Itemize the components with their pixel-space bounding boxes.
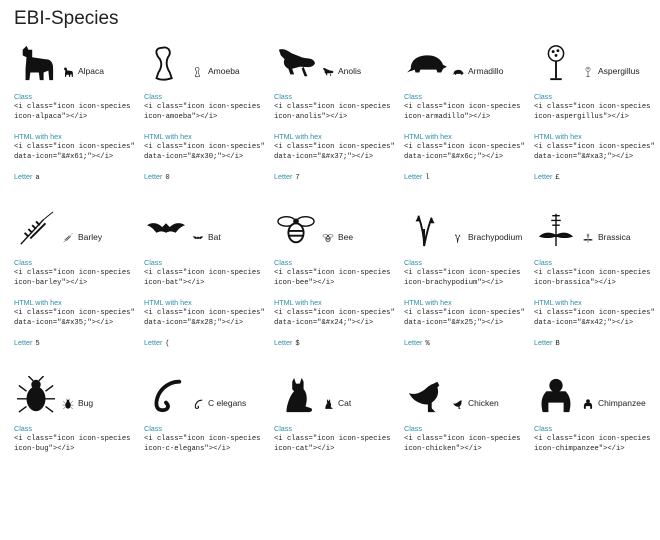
letter-row <box>534 338 560 348</box>
letter-value: 0 <box>165 174 170 182</box>
class-heading: Class <box>274 92 292 101</box>
class-heading: Class <box>274 258 292 267</box>
species-name: Amoeba <box>208 66 240 76</box>
class-code: <i class="icon icon-species icon-chimpanzee"></i> <box>534 435 651 453</box>
class-heading: Class <box>404 258 422 267</box>
letter-row <box>144 338 170 348</box>
amoeba-glyph-icon <box>192 66 204 78</box>
letter-heading: Letter <box>534 172 553 181</box>
letter-value: a <box>35 174 40 182</box>
class-heading: Class <box>144 424 162 433</box>
species-card-brachypodium <box>404 208 534 374</box>
species-name: Chimpanzee <box>598 398 646 408</box>
species-card-brassica <box>534 208 660 374</box>
class-code: <i class="icon icon-species icon-amoeba"></i> <box>144 103 261 121</box>
species-name: Cat <box>338 398 352 408</box>
species-card-aspergillus <box>534 42 660 208</box>
brachypodium-glyph-icon <box>452 232 464 244</box>
class-code: <i class="icon icon-species icon-alpaca"></i> <box>14 103 131 121</box>
hex-heading: HTML with hex <box>144 298 192 307</box>
class-heading: Class <box>534 92 552 101</box>
class-code: <i class="icon icon-species icon-armadillo"></i> <box>404 103 521 121</box>
class-heading: Class <box>534 258 552 267</box>
hex-heading: HTML with hex <box>404 132 452 141</box>
class-code: <i class="icon icon-species icon-cat"></i> <box>274 435 391 453</box>
armadillo-glyph-icon <box>452 66 464 78</box>
class-heading: Class <box>14 92 32 101</box>
species-card-alpaca <box>14 42 144 208</box>
brassica-glyph-icon <box>582 232 594 244</box>
bug-icon <box>14 376 58 414</box>
bee-glyph-icon <box>322 232 334 244</box>
alpaca-glyph-icon <box>62 66 74 78</box>
hex-code: <i class="icon icon-species" data-icon="&#x28;"></i> <box>144 309 265 327</box>
class-code: <i class="icon icon-species icon-brachypodium"></i> <box>404 269 521 287</box>
hex-code: <i class="icon icon-species" data-icon="&#x24;"></i> <box>274 309 395 327</box>
brachypodium-icon <box>404 210 448 248</box>
class-code: <i class="icon icon-species icon-chicken"></i> <box>404 435 521 453</box>
anolis-glyph-icon <box>322 66 334 78</box>
armadillo-icon <box>404 44 448 82</box>
species-name: Alpaca <box>78 66 104 76</box>
species-name: Chicken <box>468 398 499 408</box>
hex-heading: HTML with hex <box>534 132 582 141</box>
hex-heading: HTML with hex <box>404 298 452 307</box>
species-card-chicken <box>404 374 534 540</box>
letter-heading: Letter <box>14 172 33 181</box>
species-name: Bat <box>208 232 221 242</box>
hex-code: <i class="icon icon-species" data-icon="&#x42;"></i> <box>534 309 655 327</box>
hex-heading: HTML with hex <box>274 132 322 141</box>
letter-heading: Letter <box>274 172 293 181</box>
hex-heading: HTML with hex <box>14 132 62 141</box>
bee-icon <box>274 210 318 248</box>
letter-row <box>404 172 430 182</box>
letter-value: $ <box>295 340 300 348</box>
letter-row <box>274 338 300 348</box>
chicken-glyph-icon <box>452 398 464 410</box>
amoeba-icon <box>144 44 188 82</box>
species-card-barley <box>14 208 144 374</box>
letter-heading: Letter <box>144 338 163 347</box>
species-name: Barley <box>78 232 103 242</box>
class-code: <i class="icon icon-species icon-brassica"></i> <box>534 269 651 287</box>
letter-value: % <box>425 340 430 348</box>
anolis-icon <box>274 44 318 82</box>
species-card-armadillo <box>404 42 534 208</box>
species-grid <box>14 42 660 540</box>
class-heading: Class <box>144 92 162 101</box>
hex-heading: HTML with hex <box>274 298 322 307</box>
letter-row <box>404 338 430 348</box>
c-elegans-glyph-icon <box>192 398 204 410</box>
species-card-anolis <box>274 42 404 208</box>
page-title: EBI-Species <box>14 8 119 29</box>
alpaca-icon <box>14 44 58 82</box>
class-heading: Class <box>14 424 32 433</box>
class-code: <i class="icon icon-species icon-bat"></i> <box>144 269 261 287</box>
species-name: Aspergillus <box>598 66 640 76</box>
chimpanzee-icon <box>534 376 578 414</box>
species-name: Brassica <box>598 232 631 242</box>
hex-code: <i class="icon icon-species" data-icon="&#x35;"></i> <box>14 309 135 327</box>
letter-value: ( <box>165 340 170 348</box>
hex-code: <i class="icon icon-species" data-icon="&#x25;"></i> <box>404 309 525 327</box>
hex-code: <i class="icon icon-species" data-icon="&#xa3;"></i> <box>534 143 655 161</box>
class-code: <i class="icon icon-species icon-aspergillus"></i> <box>534 103 651 121</box>
class-code: <i class="icon icon-species icon-bug"></i> <box>14 435 131 453</box>
cat-glyph-icon <box>322 398 334 410</box>
species-card-bug <box>14 374 144 540</box>
species-card-bat <box>144 208 274 374</box>
letter-value: 5 <box>35 340 40 348</box>
hex-code: <i class="icon icon-species" data-icon="&#x61;"></i> <box>14 143 135 161</box>
species-name: Brachypodium <box>468 232 523 242</box>
species-card-chimpanzee <box>534 374 660 540</box>
letter-heading: Letter <box>144 172 163 181</box>
letter-value: l <box>425 174 430 182</box>
letter-heading: Letter <box>404 338 423 347</box>
class-heading: Class <box>14 258 32 267</box>
chimpanzee-glyph-icon <box>582 398 594 410</box>
class-heading: Class <box>144 258 162 267</box>
species-name: Bug <box>78 398 94 408</box>
class-heading: Class <box>404 424 422 433</box>
bat-glyph-icon <box>192 232 204 244</box>
hex-code: <i class="icon icon-species" data-icon="&#x6c;"></i> <box>404 143 525 161</box>
letter-heading: Letter <box>404 172 423 181</box>
brassica-icon <box>534 210 578 248</box>
species-name: C elegans <box>208 398 247 408</box>
species-name: Bee <box>338 232 354 242</box>
hex-heading: HTML with hex <box>14 298 62 307</box>
species-card-amoeba <box>144 42 274 208</box>
letter-value: 7 <box>295 174 300 182</box>
species-card-bee <box>274 208 404 374</box>
letter-row <box>274 172 300 182</box>
hex-code: <i class="icon icon-species" data-icon="&#x37;"></i> <box>274 143 395 161</box>
species-card-cat <box>274 374 404 540</box>
bat-icon <box>144 210 188 248</box>
letter-heading: Letter <box>14 338 33 347</box>
letter-row <box>14 338 40 348</box>
hex-code: <i class="icon icon-species" data-icon="&#x30;"></i> <box>144 143 265 161</box>
hex-heading: HTML with hex <box>144 132 192 141</box>
bug-glyph-icon <box>62 398 74 410</box>
letter-heading: Letter <box>534 338 553 347</box>
species-card-c-elegans <box>144 374 274 540</box>
hex-heading: HTML with hex <box>534 298 582 307</box>
letter-value: B <box>555 340 560 348</box>
letter-value: £ <box>555 174 560 182</box>
class-heading: Class <box>404 92 422 101</box>
letter-row <box>14 172 40 182</box>
cat-icon <box>274 376 318 414</box>
letter-heading: Letter <box>274 338 293 347</box>
barley-glyph-icon <box>62 232 74 244</box>
letter-row <box>534 172 560 182</box>
class-code: <i class="icon icon-species icon-c-elegans"></i> <box>144 435 261 453</box>
class-code: <i class="icon icon-species icon-barley"></i> <box>14 269 131 287</box>
class-heading: Class <box>274 424 292 433</box>
c-elegans-icon <box>144 376 188 414</box>
chicken-icon <box>404 376 448 414</box>
species-name: Anolis <box>338 66 362 76</box>
letter-row <box>144 172 170 182</box>
aspergillus-icon <box>534 44 578 82</box>
class-code: <i class="icon icon-species icon-anolis"></i> <box>274 103 391 121</box>
class-code: <i class="icon icon-species icon-bee"></i> <box>274 269 391 287</box>
species-name: Armadillo <box>468 66 504 76</box>
class-heading: Class <box>534 424 552 433</box>
barley-icon <box>14 210 58 248</box>
aspergillus-glyph-icon <box>582 66 594 78</box>
